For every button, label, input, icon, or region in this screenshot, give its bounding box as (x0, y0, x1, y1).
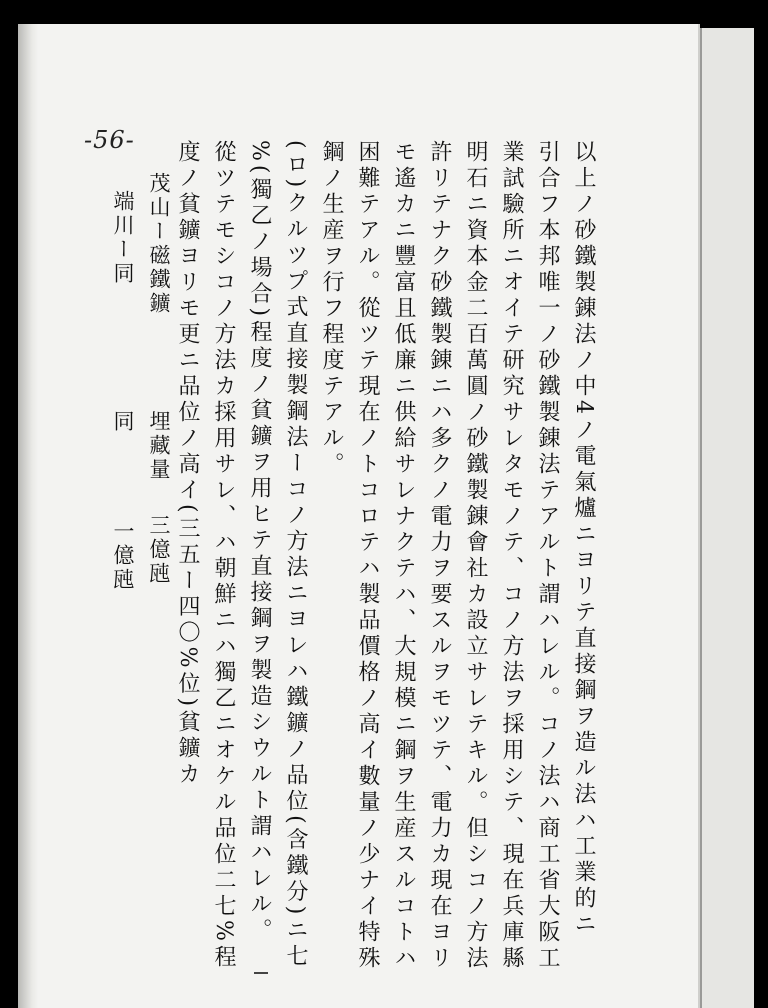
page-number: -56- (84, 126, 135, 154)
text-column-3: 業試驗所ニオイテ研究サレタモノテ、コノ方法ヲ採用シテ、現在兵庫縣 (499, 140, 524, 972)
text-column-5: 許リテナク砂鐵製錬ニハ多クノ電力ヲ要スルヲモツテ、電力カ現在ヨリ (427, 140, 452, 972)
table-row-2-label: 同 (111, 410, 135, 434)
adjacent-page-edge (700, 28, 754, 1008)
text-column-6: モ遙カニ豐富且低廉ニ供給サレナクテハ、大規模ニ鋼ヲ生産スルコトハ (391, 140, 416, 972)
text-column-7: 困難テアル。從ツテ現在ノトコロテハ製品價格ノ高イ數量ノ少ナイ特殊 (355, 140, 380, 972)
text-column-2: 引合フ本邦唯一ノ砂鐵製錬法テアルト謂ハレル。コノ法ハ商工省大阪工 (535, 140, 560, 972)
text-column-12: 度ノ貧鑛ヨリモ更ニ品位ノ高イ(三五ー四〇%位)貧鑛カ (175, 140, 200, 789)
table-row-2-mine: 端川ー同 (111, 190, 135, 286)
page-binding-shadow (18, 24, 38, 1008)
table-row-1-label: 埋藏量 (147, 410, 171, 482)
text-column-8: 鋼ノ生産ヲ行フ程度テアル。 (319, 140, 344, 478)
vertical-text-block (100, 140, 660, 972)
table-row-1-mine: 茂山ー磁鐵鑛 (147, 172, 171, 316)
text-column-11: 從ツテモシコノ方法カ採用サレ、ハ朝鮮ニハ獨乙ニオケル品位二七%程 (211, 140, 236, 971)
table-row-1-amount: 三億瓲 (147, 514, 171, 586)
text-column-9: (ロ)クルツプ式直接製鋼法ーコノ方法ニヨレハ鐵鑛ノ品位(含鐵分)ニ七 (283, 140, 308, 971)
text-column-1: 以上ノ砂鐵製錬法ノ中4ノ電氣爐ニヨリテ直接鋼ヲ造ル法ハ工業的ニ (571, 140, 596, 938)
text-column-4: 明石ニ資本金二百萬圓ノ砂鐵製錬會社カ設立サレテキル。但シコノ方法 (463, 140, 488, 972)
footer-dash (254, 972, 268, 974)
table-row-2-amount: 一億瓲 (111, 520, 135, 592)
text-column-10: %(獨乙ノ場合)程度ノ貧鑛ヲ用ヒテ直接鋼ヲ製造シウルト謂ハレル。 (247, 140, 272, 945)
